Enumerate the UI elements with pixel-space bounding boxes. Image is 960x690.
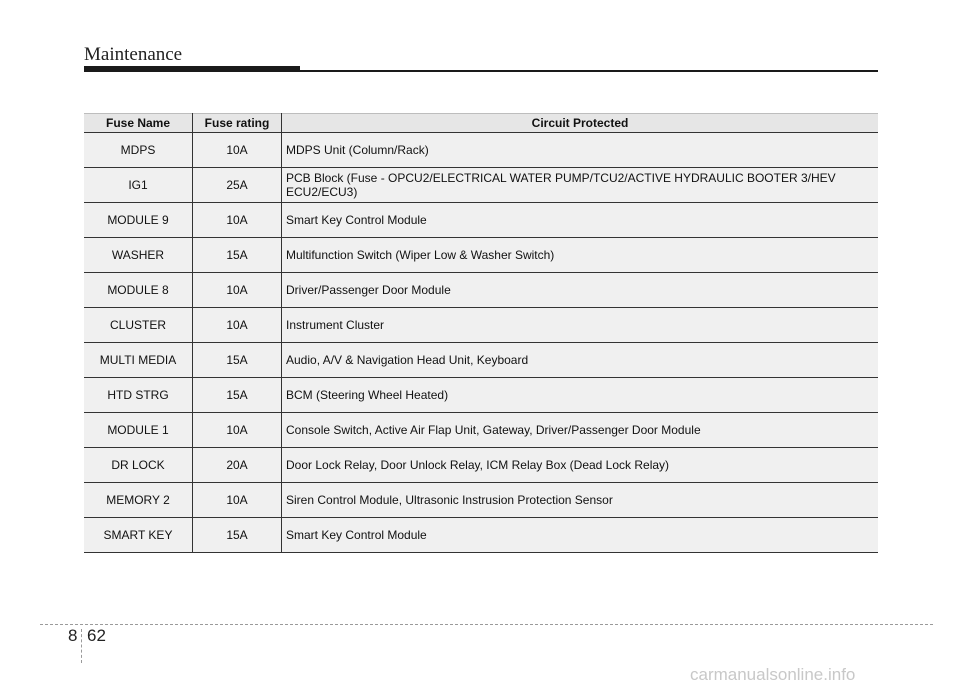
page-number: 62 [87, 626, 106, 645]
circuit-protected-cell: Smart Key Control Module [282, 203, 879, 238]
page-title: Maintenance [84, 44, 183, 65]
fuse-name-cell: MODULE 1 [84, 413, 193, 448]
fuse-rating-cell: 10A [193, 273, 282, 308]
table-row [84, 308, 878, 343]
footer-rule [40, 624, 933, 625]
fuse-name-cell: MDPS [84, 133, 193, 168]
fuse-name-cell: MODULE 8 [84, 273, 193, 308]
fuse-name-cell: MULTI MEDIA [84, 343, 193, 378]
fuse-name-cell: MODULE 9 [84, 203, 193, 238]
circuit-protected-cell: MDPS Unit (Column/Rack) [282, 133, 879, 168]
table-header-row [84, 114, 878, 133]
fuse-rating-cell: 10A [193, 483, 282, 518]
table-row [84, 448, 878, 483]
fuse-name-cell: IG1 [84, 168, 193, 203]
fuse-rating-cell: 20A [193, 448, 282, 483]
fuse-table [84, 113, 878, 553]
circuit-protected-cell: BCM (Steering Wheel Heated) [282, 378, 879, 413]
header-rule-thick [84, 66, 300, 72]
fuse-rating-cell: 10A [193, 203, 282, 238]
footer-divider [81, 629, 82, 663]
column-header-fuse-rating: Fuse rating [193, 114, 282, 133]
fuse-rating-cell: 15A [193, 378, 282, 413]
fuse-name-cell: MEMORY 2 [84, 483, 193, 518]
fuse-name-cell: CLUSTER [84, 308, 193, 343]
column-header-circuit-protected: Circuit Protected [282, 114, 879, 133]
circuit-protected-cell: Driver/Passenger Door Module [282, 273, 879, 308]
table-row [84, 273, 878, 308]
circuit-protected-cell: Multifunction Switch (Wiper Low & Washer Switch) [282, 238, 879, 273]
fuse-rating-cell: 15A [193, 518, 282, 553]
fuse-rating-cell: 15A [193, 238, 282, 273]
column-header-fuse-name: Fuse Name [84, 114, 193, 133]
header-rule-thin [300, 70, 878, 72]
fuse-name-cell: SMART KEY [84, 518, 193, 553]
circuit-protected-cell: Console Switch, Active Air Flap Unit, Gateway, Driver/Passenger Door Module [282, 413, 879, 448]
fuse-rating-cell: 25A [193, 168, 282, 203]
section-number: 8 [68, 626, 78, 645]
fuse-rating-cell: 10A [193, 308, 282, 343]
fuse-rating-cell: 10A [193, 413, 282, 448]
table-row [84, 238, 878, 273]
circuit-protected-cell: PCB Block (Fuse - OPCU2/ELECTRICAL WATER PUMP/TCU2/ACTIVE HYDRAULIC BOOTER 3/HEV ECU2/ECU3) [282, 168, 879, 203]
watermark: carmanualsonline.info [690, 665, 856, 684]
circuit-protected-cell: Audio, A/V & Navigation Head Unit, Keyboard [282, 343, 879, 378]
circuit-protected-cell: Siren Control Module, Ultrasonic Instrusion Protection Sensor [282, 483, 879, 518]
table-row [84, 483, 878, 518]
fuse-rating-cell: 15A [193, 343, 282, 378]
circuit-protected-cell: Door Lock Relay, Door Unlock Relay, ICM Relay Box (Dead Lock Relay) [282, 448, 879, 483]
circuit-protected-cell: Instrument Cluster [282, 308, 879, 343]
circuit-protected-cell: Smart Key Control Module [282, 518, 879, 553]
fuse-rating-cell: 10A [193, 133, 282, 168]
fuse-name-cell: HTD STRG [84, 378, 193, 413]
table-row [84, 343, 878, 378]
table-row [84, 168, 878, 203]
table-row [84, 203, 878, 238]
fuse-name-cell: WASHER [84, 238, 193, 273]
table-row [84, 378, 878, 413]
table-row [84, 413, 878, 448]
table-row [84, 133, 878, 168]
table-row [84, 518, 878, 553]
fuse-name-cell: DR LOCK [84, 448, 193, 483]
